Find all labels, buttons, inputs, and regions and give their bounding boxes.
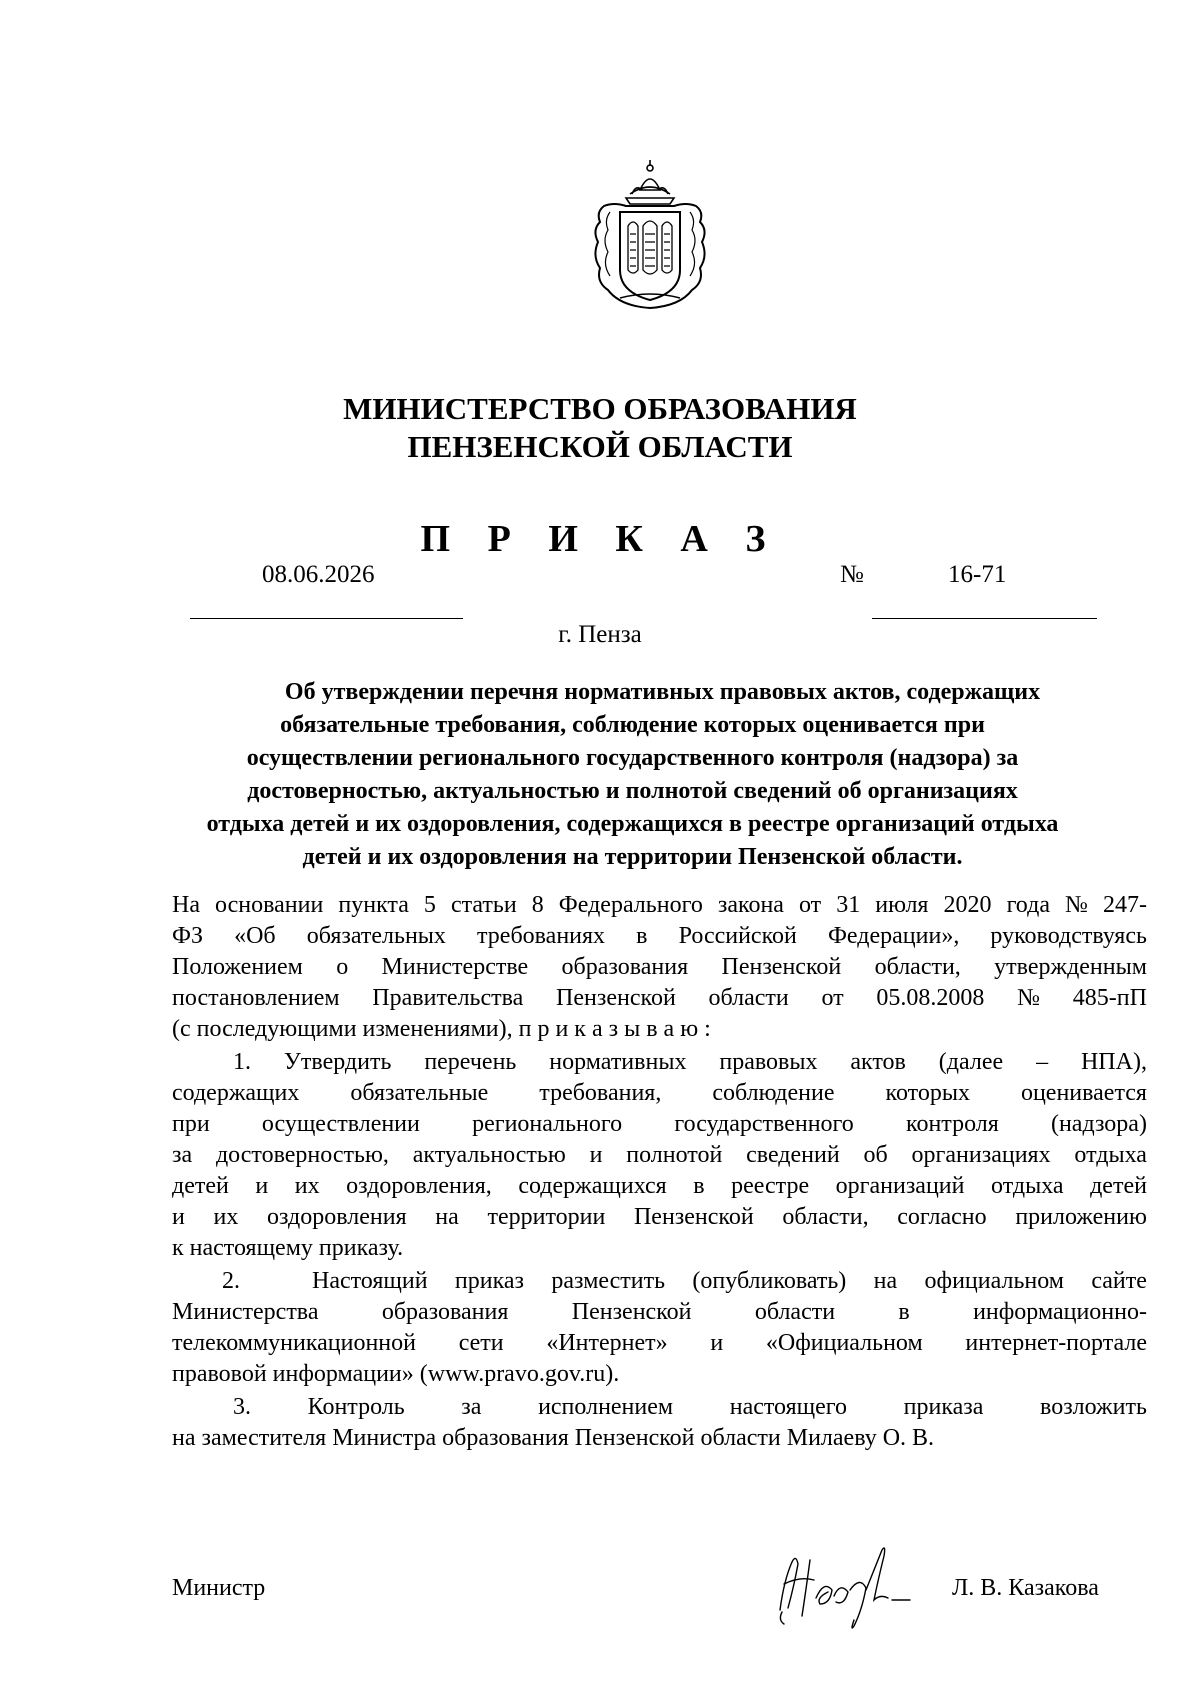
word: содержащих	[172, 1080, 300, 1106]
word: о	[336, 954, 349, 980]
word: 2020	[943, 892, 992, 918]
word: Утвердить	[283, 1049, 392, 1075]
word: требования,	[539, 1080, 662, 1106]
word: при	[172, 1111, 210, 1137]
word: №	[1065, 892, 1088, 918]
word: осуществлении	[261, 1111, 420, 1137]
word: Положением	[172, 954, 303, 980]
word: обязательные	[350, 1080, 489, 1106]
word: об	[863, 1142, 888, 1168]
word: Правительства	[372, 985, 524, 1011]
word: перечень	[424, 1049, 517, 1075]
ministry-name-line1: МИНИСТЕРСТВО ОБРАЗОВАНИЯ	[343, 391, 857, 426]
word: 3.	[233, 1394, 251, 1420]
word: регионального	[472, 1111, 623, 1137]
word: и	[710, 1330, 724, 1356]
word: основании	[215, 892, 324, 918]
title-line: обязательные требования, соблюдение которых оценивается при	[280, 712, 985, 738]
word: сайте	[1091, 1268, 1147, 1294]
order-title	[165, 676, 1100, 874]
word: за	[461, 1394, 482, 1420]
word: 485-пП	[1072, 985, 1147, 1011]
word: за	[172, 1142, 193, 1168]
word: актуальностью	[412, 1142, 566, 1168]
word: в	[898, 1299, 910, 1325]
item2-line	[312, 1266, 1147, 1297]
word: организациях	[911, 1142, 1051, 1168]
word: ФЗ	[172, 923, 203, 949]
word: и	[255, 1173, 269, 1199]
word: реестре	[731, 1173, 810, 1199]
title-line: осуществлении регионального государственного контроля (надзора) за	[246, 745, 1019, 771]
document-number: 16-71	[948, 561, 1007, 588]
preamble-line	[172, 983, 1147, 1014]
item1-line	[172, 1171, 1147, 1202]
word: 8	[531, 892, 544, 918]
word: их	[294, 1173, 320, 1199]
word: НПА),	[1080, 1049, 1147, 1075]
word: утвержденным	[994, 954, 1147, 980]
word: обязательных	[306, 923, 446, 949]
word: (опубликовать)	[692, 1268, 847, 1294]
preamble-line	[172, 890, 1147, 921]
word: территории	[487, 1204, 606, 1230]
word: года	[1006, 892, 1050, 918]
item2-line	[172, 1297, 1147, 1328]
item2-line: правовой информации» (www.pravo.gov.ru).	[172, 1361, 620, 1387]
word: закона	[717, 892, 784, 918]
item2-number: 2.	[222, 1268, 240, 1294]
word: интернет-портале	[965, 1330, 1147, 1356]
word: пункта	[338, 892, 409, 918]
word: 05.08.2008	[876, 985, 985, 1011]
word: Федерации»,	[827, 923, 960, 949]
word: Российской	[678, 923, 797, 949]
word: «Об	[234, 923, 276, 949]
word: На	[172, 892, 200, 918]
word: 1.	[233, 1049, 251, 1075]
word: сети	[458, 1330, 504, 1356]
word: «Официальном	[765, 1330, 923, 1356]
word: области	[754, 1299, 836, 1325]
title-line: детей и их оздоровления на территории Пензенской области.	[302, 844, 963, 870]
word: образования	[561, 954, 689, 980]
word: области,	[874, 954, 961, 980]
word: исполнением	[538, 1394, 674, 1420]
word: государственного	[674, 1111, 854, 1137]
word: 247-	[1102, 892, 1147, 918]
word: оздоровления	[267, 1204, 407, 1230]
word: их	[213, 1204, 239, 1230]
word: Пензенской	[721, 954, 842, 980]
word: (надзора)	[1050, 1111, 1147, 1137]
word: «Интернет»	[546, 1330, 668, 1356]
city: г. Пенза	[558, 621, 642, 648]
word: достоверностью,	[215, 1142, 389, 1168]
word: от	[821, 985, 844, 1011]
item3-line: на заместителя Министра образования Пензенской области Милаеву О. В.	[172, 1425, 935, 1451]
word: (далее	[938, 1049, 1004, 1075]
item3-line	[233, 1392, 1147, 1423]
document-type: П Р И К А З	[420, 518, 780, 560]
word: оценивается	[1020, 1080, 1147, 1106]
word: согласно	[897, 1204, 987, 1230]
word: контроля	[906, 1111, 999, 1137]
word: области	[708, 985, 789, 1011]
word: детей	[172, 1173, 229, 1199]
word: требованиях	[477, 923, 606, 949]
word: Федерального	[558, 892, 703, 918]
word: Министерства	[172, 1299, 319, 1325]
item1-line	[233, 1047, 1147, 1078]
preamble-line	[172, 952, 1147, 983]
word: соблюдение	[712, 1080, 835, 1106]
title-line: отдыха детей и их оздоровления, содержащихся в реестре организаций отдыха	[206, 811, 1059, 837]
word: Пензенской	[633, 1204, 754, 1230]
number-sign: №	[840, 561, 864, 588]
word: возложить	[1040, 1394, 1147, 1420]
word: от	[799, 892, 822, 918]
word: Министерстве	[381, 954, 529, 980]
word: области,	[782, 1204, 869, 1230]
preamble-line	[172, 921, 1147, 952]
word: детей	[1090, 1173, 1147, 1199]
word: разместить	[551, 1268, 666, 1294]
word: организаций	[835, 1173, 965, 1199]
word: приказа	[903, 1394, 984, 1420]
word: полнотой	[626, 1142, 723, 1168]
word: настоящего	[729, 1394, 847, 1420]
word: отдыха	[991, 1173, 1064, 1199]
word: которых	[885, 1080, 970, 1106]
signatory-name: Л. В. Казакова	[952, 1575, 1099, 1601]
word: 31	[836, 892, 861, 918]
word: Настоящий	[312, 1268, 428, 1294]
preamble-line: (с последующими изменениями), п р и к а з ы в а ю :	[172, 1016, 711, 1042]
word: на	[435, 1204, 459, 1230]
word: №	[1017, 985, 1041, 1011]
coat-of-arms-emblem	[590, 160, 710, 310]
word: телекоммуникационной	[172, 1330, 416, 1356]
word: руководствуясь	[990, 923, 1147, 949]
word: образования	[381, 1299, 509, 1325]
title-line: достоверностью, актуальностью и полнотой сведений об организациях	[247, 778, 1018, 804]
date-underline	[190, 618, 463, 619]
word: сведений	[746, 1142, 840, 1168]
word: приказ	[454, 1268, 525, 1294]
word: нормативных	[549, 1049, 687, 1075]
item1-line: к настоящему приказу.	[172, 1235, 404, 1261]
word: официальном	[924, 1268, 1064, 1294]
word: Контроль	[307, 1394, 405, 1420]
word: июля	[875, 892, 929, 918]
word: 5	[423, 892, 436, 918]
handwritten-signature	[770, 1540, 920, 1630]
word: –	[1036, 1049, 1049, 1075]
word: на	[873, 1268, 898, 1294]
word: в	[636, 923, 648, 949]
word: правовых	[719, 1049, 818, 1075]
item2-line	[172, 1328, 1147, 1359]
word: и	[589, 1142, 603, 1168]
word: статьи	[450, 892, 517, 918]
word: информационно-	[973, 1299, 1147, 1325]
title-line: Об утверждении перечня нормативных правовых актов, содержащих	[284, 679, 1041, 705]
item1-line	[172, 1202, 1147, 1233]
item1-line	[172, 1140, 1147, 1171]
signatory-role: Министр	[172, 1575, 266, 1601]
ministry-name-line2: ПЕНЗЕНСКОЙ ОБЛАСТИ	[407, 429, 793, 464]
word: приложению	[1015, 1204, 1147, 1230]
word: актов	[850, 1049, 906, 1075]
document-date: 08.06.2026	[262, 561, 375, 588]
word: содержащихся	[518, 1173, 667, 1199]
word: в	[693, 1173, 705, 1199]
word: оздоровления,	[346, 1173, 492, 1199]
word: отдыха	[1074, 1142, 1147, 1168]
word: Пензенской	[556, 985, 676, 1011]
item1-line	[172, 1109, 1147, 1140]
number-underline	[872, 618, 1097, 619]
word: и	[172, 1204, 185, 1230]
word: постановлением	[172, 985, 340, 1011]
item1-line	[172, 1078, 1147, 1109]
word: Пензенской	[571, 1299, 692, 1325]
